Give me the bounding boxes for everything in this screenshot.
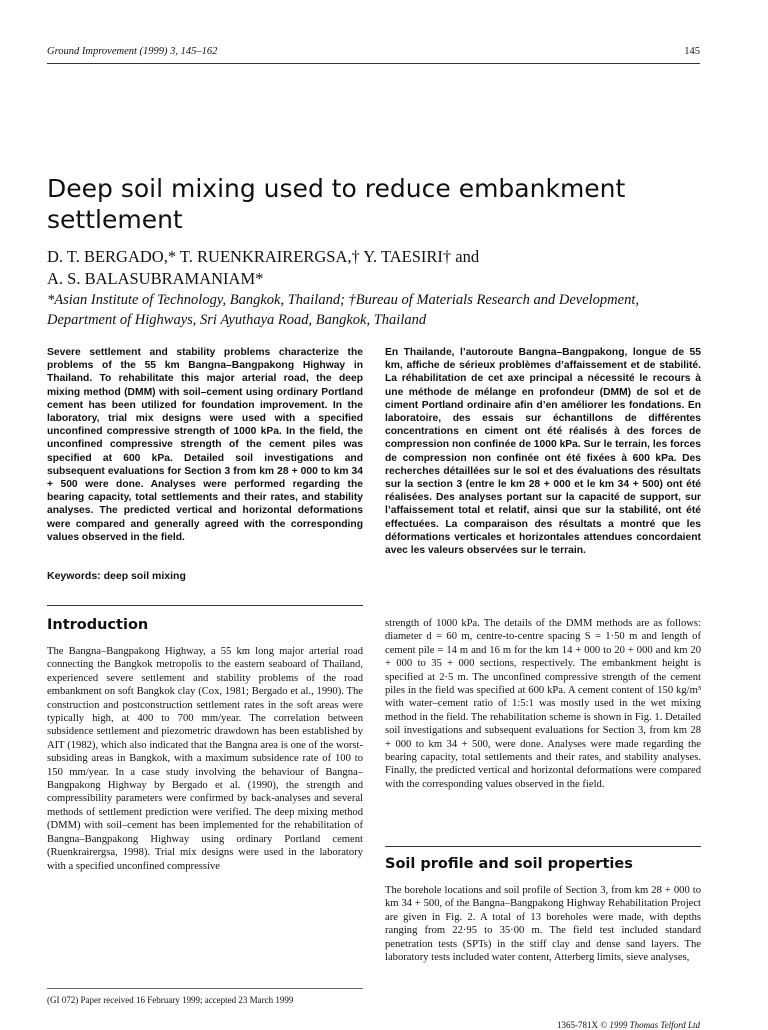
introduction-text: The Bangna–Bangpakong Highway, a 55 km long major arterial road connecting the Bangkok metropolis to the eastern seaboard of Thailand, experienced severe settlement and stability problems of the road embankment on soft Bangkok clay (Cox, 1981; Bergado et al., 1990). The construction and postconstruction settlement rates in the soft areas were typically high, at 400 to 700 mm/year. The correlation between subsidence settlement and piezometric drawdown has been established by AIT (1982), which also indicated that the Bangna area is one of the worst-subsiding areas in Bangkok, with a maximum subsidence rate of 100 to 150 mm/year. In a case study involving the behaviour of Bangna–Bangpakong Highway by Bergado et al. (1990), the strength and compressibility parameters were confirmed by back-analyses and several methods of settlement prediction were verified. The deep mixing method (DMM) with soil–cement has been implemented for the rehabilitation of Bangna–Bangpakong Highway using ordinary Portland cement (Ruenkrairergsa, 1998). Trial mix designs were used in the laboratory with a specified unconfined compressive — [47, 646, 363, 872]
journal-citation: Ground Improvement (1999) 3, 145–162 — [47, 46, 218, 57]
affiliations: *Asian Institute of Technology, Bangkok, Thailand; †Bureau of Materials Research and Development, Department of Highways, Sri Ayuthaya Road, Bangkok, Thailand — [47, 292, 639, 328]
intro-rule — [47, 605, 363, 606]
author-list — [47, 246, 707, 290]
abstract-french: En Thailande, l’autoroute Bangna–Bangpakong, longue de 55 km, affiche de sérieux problèmes d’affaissement et de stabilité. La réhabilitation de cet axe principal a nécessité le recours à une méthode de mélange en profondeur (DMM) de sol et de ciment Portland ordinaire afin d’en améliorer les fondations. En laboratoire, des essais sur échantillons de différentes concentrations en ciment ont été réalisés à des forces de compression non confinée de 1000 kPa. Sur le terrain, les forces de compression non confinée ont été fixées à 600 kPa. Des recherches détaillées sur le sol et des évaluations des résultats sur la section 3 (entre le km 28 + 000 et le km 34 + 500) ont été réalisées. Des analyses portant sur la capacité de support, sur l’affaissement total et relatif, ainsi que sur la stabilité, ont été effectuées. La comparaison des résultats a montré que les déformations verticales et horizontales attendues concordaient avec les valeurs observées sur le terrain. — [385, 347, 701, 557]
paper-title: Deep soil mixing used to reduce embankment settlement — [47, 174, 626, 234]
header-rule — [47, 63, 700, 64]
copyright-line — [557, 1020, 700, 1030]
authors-line-1: D. T. BERGADO,* T. RUENKRAIRERGSA,† Y. TAESIRI† and — [47, 247, 480, 266]
keywords: Keywords: deep soil mixing — [47, 570, 186, 582]
authors-line-2: A. S. BALASUBRAMANIAM* — [47, 269, 264, 288]
section-heading-soil-profile: Soil profile and soil properties — [385, 856, 633, 872]
issn: 1365-781X — [557, 1020, 599, 1030]
soil-profile-text: The borehole locations and soil profile of Section 3, from km 28 + 000 to km 34 + 500, of the Bangna–Bangpakong Highway Rehabilitation Project are given in Fig. 2. A total of 13 boreholes were made, with depths ranging from 22·95 to 35·00 m. The field test included standard penetration tests (SPTs) in the stiff clay and dense sand layers. The laboratory tests included water content, Atterberg limits, sieve analyses, — [385, 885, 701, 964]
page-number: 145 — [684, 46, 700, 57]
abstract-english: Severe settlement and stability problems characterize the problems of the 55 km Bangna–Bangpakong Highway in Thailand. To rehabilitate this major arterial road, the deep mixing method (DMM) with soil–cement using ordinary Portland cement has been utilized for foundation improvement. In the laboratory, trial mix designs were used with a specified unconfined compressive strength of 1000 kPa. In the field, the unconfined compressive strength of the cement piles was specified at 600 kPa. Detailed soil investigations and subsequent evaluations for Section 3 from km 28 + 000 to km 34 + 500 were done. Analyses were performed regarding the bearing capacity, total settlements and their rates, and stability analyses. The predicted vertical and horizontal deformations were compared and generally agreed with the corresponding values observed in the field. — [47, 347, 363, 543]
soil-section-rule — [385, 846, 701, 847]
footnote: (GI 072) Paper received 16 February 1999; accepted 23 March 1999 — [47, 995, 294, 1005]
section-heading-introduction: Introduction — [47, 617, 149, 633]
copyright-holder: © 1999 Thomas Telford Ltd — [600, 1020, 700, 1030]
footnote-rule — [47, 988, 363, 989]
introduction-continued-text: strength of 1000 kPa. The details of the DMM methods are as follows: diameter d = 60 m, centre-to-centre spacing S = 1·50 m and length of cement pile = 14 m and 16 m for the km 14 + 000 to 20 + 000 and km 20 + 000 to 35 + 000 sections, respectively. The embankment height is specified at 2·5 m. The unconfined compressive strength of the cement piles in the field was specified at 600 kPa. A cement content of 150 kg/m³ with water–cement ratio of 1:5:1 was mostly used in the wet mixing method in the field. The rehabilitation scheme is shown in Fig. 1. Detailed soil investigations and subsequent evaluations for Section 3, from km 28 + 000 to km 34 + 500, were done. Analyses were made regarding the bearing capacity, total settlements and their rates, and stability analyses. Finally, the predicted vertical and horizontal deformations were compared with the corresponding values observed in the field. — [385, 618, 701, 790]
